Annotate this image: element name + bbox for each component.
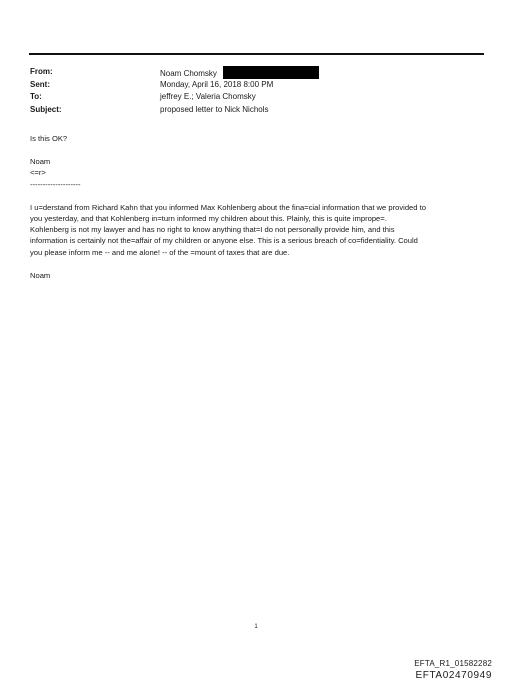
header-top-rule (29, 53, 484, 55)
subject-row (30, 104, 480, 117)
paragraph-line: Kohlenberg is not my lawyer and has no right to know anything that=I do not personally provide him, and this (30, 225, 395, 235)
sent-value: Monday, April 16, 2018 8:00 PM (160, 79, 274, 89)
paragraph-line: you yesterday, and that Kohlenberg in=turn informed my children about this. Plainly, this is quite imprope=. (30, 214, 387, 224)
body-paragraph (30, 202, 482, 258)
from-row (30, 66, 480, 79)
separator-line: -------------------- (30, 179, 81, 189)
paragraph-line: you please inform me -- and me alone! -- of the =mount of taxes that are due. (30, 247, 290, 257)
page-number: 1 (254, 624, 258, 630)
signature-tag: <=r> (30, 168, 46, 178)
email-header (30, 66, 480, 116)
from-name: Noam Chomsky (160, 69, 217, 78)
redaction-box (223, 66, 319, 79)
signature-name: Noam (30, 157, 51, 167)
to-row (30, 91, 480, 104)
body-question: Is this OK? (30, 134, 68, 143)
sent-row (30, 79, 480, 92)
sent-label: Sent: (30, 79, 50, 89)
closing-name: Noam (30, 270, 51, 280)
to-label: To: (30, 92, 42, 101)
bates-number-primary: EFTA_R1_01582282 (414, 659, 492, 668)
from-label: From: (30, 67, 53, 76)
paragraph-line: information is certainly not the=affair of my children or anyone else. This is a serious breach of co=fidentiality. Could (30, 236, 418, 246)
subject-label: Subject: (30, 104, 62, 114)
subject-value: proposed letter to Nick Nichols (160, 104, 269, 114)
to-value: jeffrey E.; Valeria Chomsky (160, 92, 256, 101)
email-body (30, 133, 482, 281)
bates-number-secondary: EFTA02470949 (415, 670, 492, 681)
paragraph-line: I u=derstand from Richard Kahn that you informed Max Kohlenberg about the fina=cial information that we provided to (30, 202, 426, 212)
